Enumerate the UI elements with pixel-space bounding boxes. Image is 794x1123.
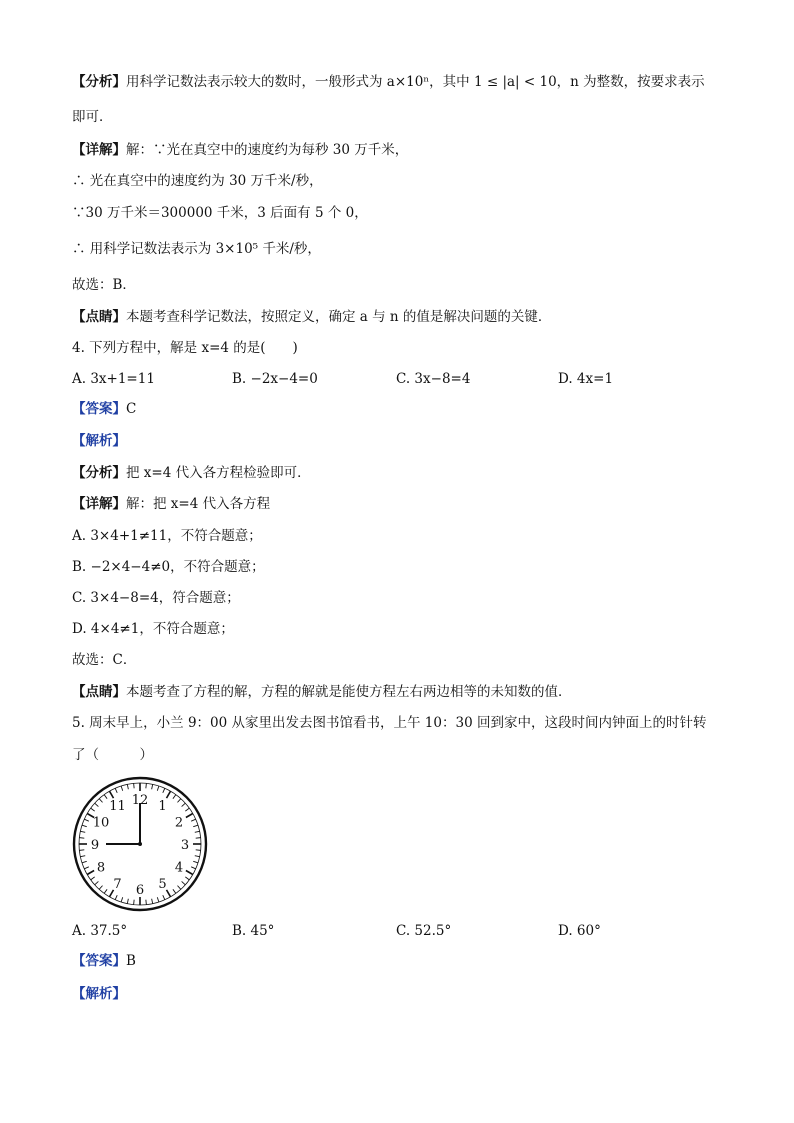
clock-number: 4 [174, 860, 184, 876]
clock-tick [99, 799, 102, 803]
clock-center-dot [138, 842, 142, 846]
clock-tick [167, 890, 171, 897]
clock-number: 10 [92, 815, 110, 831]
clock-tick [134, 783, 135, 788]
clock-tick [173, 889, 176, 893]
q5-option-c: C. 52.5° [396, 923, 452, 939]
q4-jiexi-label: 【解析】 [72, 433, 126, 449]
analysis-line-2: 即可． [72, 109, 113, 125]
clock-tick [193, 825, 198, 827]
detail-tag: 【详解】 [72, 142, 126, 158]
clock-tick [157, 786, 159, 791]
clock-number: 8 [96, 860, 106, 876]
clock-tick [121, 786, 123, 791]
clock-tick [182, 803, 186, 806]
clock-tick [121, 897, 123, 902]
q5-option-d: D. 60° [558, 923, 601, 939]
q4-answer-tag: 【答案】 [72, 401, 126, 417]
clock-tick [110, 791, 114, 798]
q4-detail-line [72, 495, 270, 513]
clock-tick [95, 803, 99, 806]
clock-number: 6 [135, 883, 145, 898]
q5-answer-tag: 【答案】 [72, 953, 126, 969]
q4-step-a: A. 3×4+1≠11，不符合题意； [72, 528, 262, 544]
clock-tick [177, 799, 180, 803]
q4-comment-tag: 【点睛】 [72, 684, 126, 700]
analysis-tag: 【分析】 [72, 74, 126, 90]
q4-detail-text: 解：把 x=4 代入各方程 [126, 496, 271, 512]
clock-tick [186, 814, 193, 818]
analysis-line-1 [72, 73, 705, 91]
clock-tick [157, 897, 159, 902]
clock-tick [91, 808, 95, 811]
clock-tick [79, 850, 84, 851]
q4-step-d: D. 4×4≠1，不符合题意； [72, 621, 234, 637]
clock-tick [191, 867, 196, 869]
q4-option-a: A. 3x+1=11 [72, 371, 155, 387]
q4-analysis-text: 把 x=4 代入各方程检验即可． [126, 465, 311, 481]
q4-jiexi-tag [72, 432, 126, 450]
q5-stem-line-1: 5. 周末早上，小兰 9：00 从家里出发去图书馆看书，上午 10：30 回到家中，这段时间内钟面上的时针转 [72, 715, 707, 731]
clock-tick [127, 784, 128, 789]
clock-tick [185, 877, 189, 880]
clock-tick [99, 886, 102, 890]
clock-tick [104, 889, 107, 893]
q4-comment-line [72, 683, 572, 701]
clock-tick [152, 899, 153, 904]
clock-tick [167, 791, 171, 798]
q4-option-b: B. −2x−4=0 [232, 371, 318, 387]
clock-tick [152, 784, 153, 789]
detail-line-3: ∵30 万千米＝300000 千米，3 后面有 5 个 0， [72, 205, 368, 221]
clock-tick [115, 895, 117, 900]
q5-option-b: B. 45° [232, 923, 275, 939]
q5-jiexi-tag [72, 985, 126, 1003]
q4-option-d: D. 4x=1 [558, 371, 614, 387]
clock-tick [134, 900, 135, 905]
clock-tick [127, 899, 128, 904]
q5-jiexi-label: 【解析】 [72, 986, 126, 1002]
clock-tick [80, 831, 85, 832]
q4-stem: 4. 下列方程中，解是 x=4 的是( ) [72, 340, 298, 356]
clock-tick [91, 877, 95, 880]
clock-tick [79, 838, 84, 839]
clock-tick [195, 856, 200, 857]
clock-tick [84, 867, 89, 869]
q4-detail-tag: 【详解】 [72, 496, 126, 512]
q4-analysis-line [72, 464, 311, 482]
comment-tag: 【点睛】 [72, 309, 126, 325]
comment-line [72, 308, 551, 326]
q5-answer: B [126, 953, 136, 969]
q4-step-b: B. −2×4−4≠0，不符合题意； [72, 559, 265, 575]
clock-tick [185, 808, 189, 811]
clock-tick [84, 819, 89, 821]
comment-text: 本题考查科学记数法，按照定义，确定 a 与 n 的值是解决问题的关键． [126, 309, 552, 325]
q4-comment-text: 本题考查了方程的解，方程的解就是能使方程左右两边相等的未知数的值． [126, 684, 572, 700]
clock-tick [80, 856, 85, 857]
detail-line-4: ∴ 用科学记数法表示为 3×10⁵ 千米/秒， [72, 241, 321, 257]
q5-answer-line [72, 952, 136, 970]
analysis-text: 用科学记数法表示较大的数时，一般形式为 a×10ⁿ，其中 1 ≤ |a| < 10，n 为整数，按要求表示 [126, 74, 705, 90]
q5-option-a: A. 37.5° [72, 923, 128, 939]
clock-tick [82, 825, 87, 827]
clock-tick [104, 795, 107, 799]
clock-figure [72, 776, 208, 912]
clock-tick [195, 831, 200, 832]
clock-tick [182, 881, 186, 884]
clock-tick [173, 795, 176, 799]
clock-tick [177, 886, 180, 890]
q4-answer-line [72, 400, 136, 418]
clock-tick [191, 819, 196, 821]
choose-line: 故选：B． [72, 277, 136, 293]
clock-number: 3 [180, 838, 190, 853]
clock-tick [95, 881, 99, 884]
clock-tick [196, 850, 201, 851]
clock-number: 12 [131, 793, 149, 808]
detail-text: 解：∵光在真空中的速度约为每秒 30 万千米， [126, 142, 409, 158]
detail-line-1 [72, 141, 408, 159]
clock-tick [146, 900, 147, 905]
clock-tick [193, 861, 198, 863]
clock-number: 5 [158, 876, 167, 892]
clock-tick [146, 783, 147, 788]
clock-tick [115, 788, 117, 793]
detail-line-2: ∴ 光在真空中的速度约为 30 万千米/秒， [72, 173, 323, 189]
q4-option-c: C. 3x−8=4 [396, 371, 471, 387]
q5-stem-line-2: 了（ ） [72, 747, 153, 763]
q4-choose-line: 故选：C． [72, 652, 137, 668]
q4-answer: C [126, 401, 137, 417]
clock-tick [163, 788, 165, 793]
clock-number: 11 [109, 799, 126, 815]
clock-tick [87, 871, 94, 875]
clock-number: 9 [90, 838, 100, 853]
clock-number: 7 [113, 876, 122, 892]
q4-analysis-tag: 【分析】 [72, 465, 126, 481]
clock-tick [82, 861, 87, 863]
q4-step-c: C. 3×4−8=4，符合题意； [72, 590, 240, 606]
clock-tick [163, 895, 165, 900]
clock-number: 2 [174, 815, 184, 831]
clock-tick [196, 838, 201, 839]
clock-tick [186, 871, 193, 875]
clock-number: 1 [158, 799, 167, 815]
